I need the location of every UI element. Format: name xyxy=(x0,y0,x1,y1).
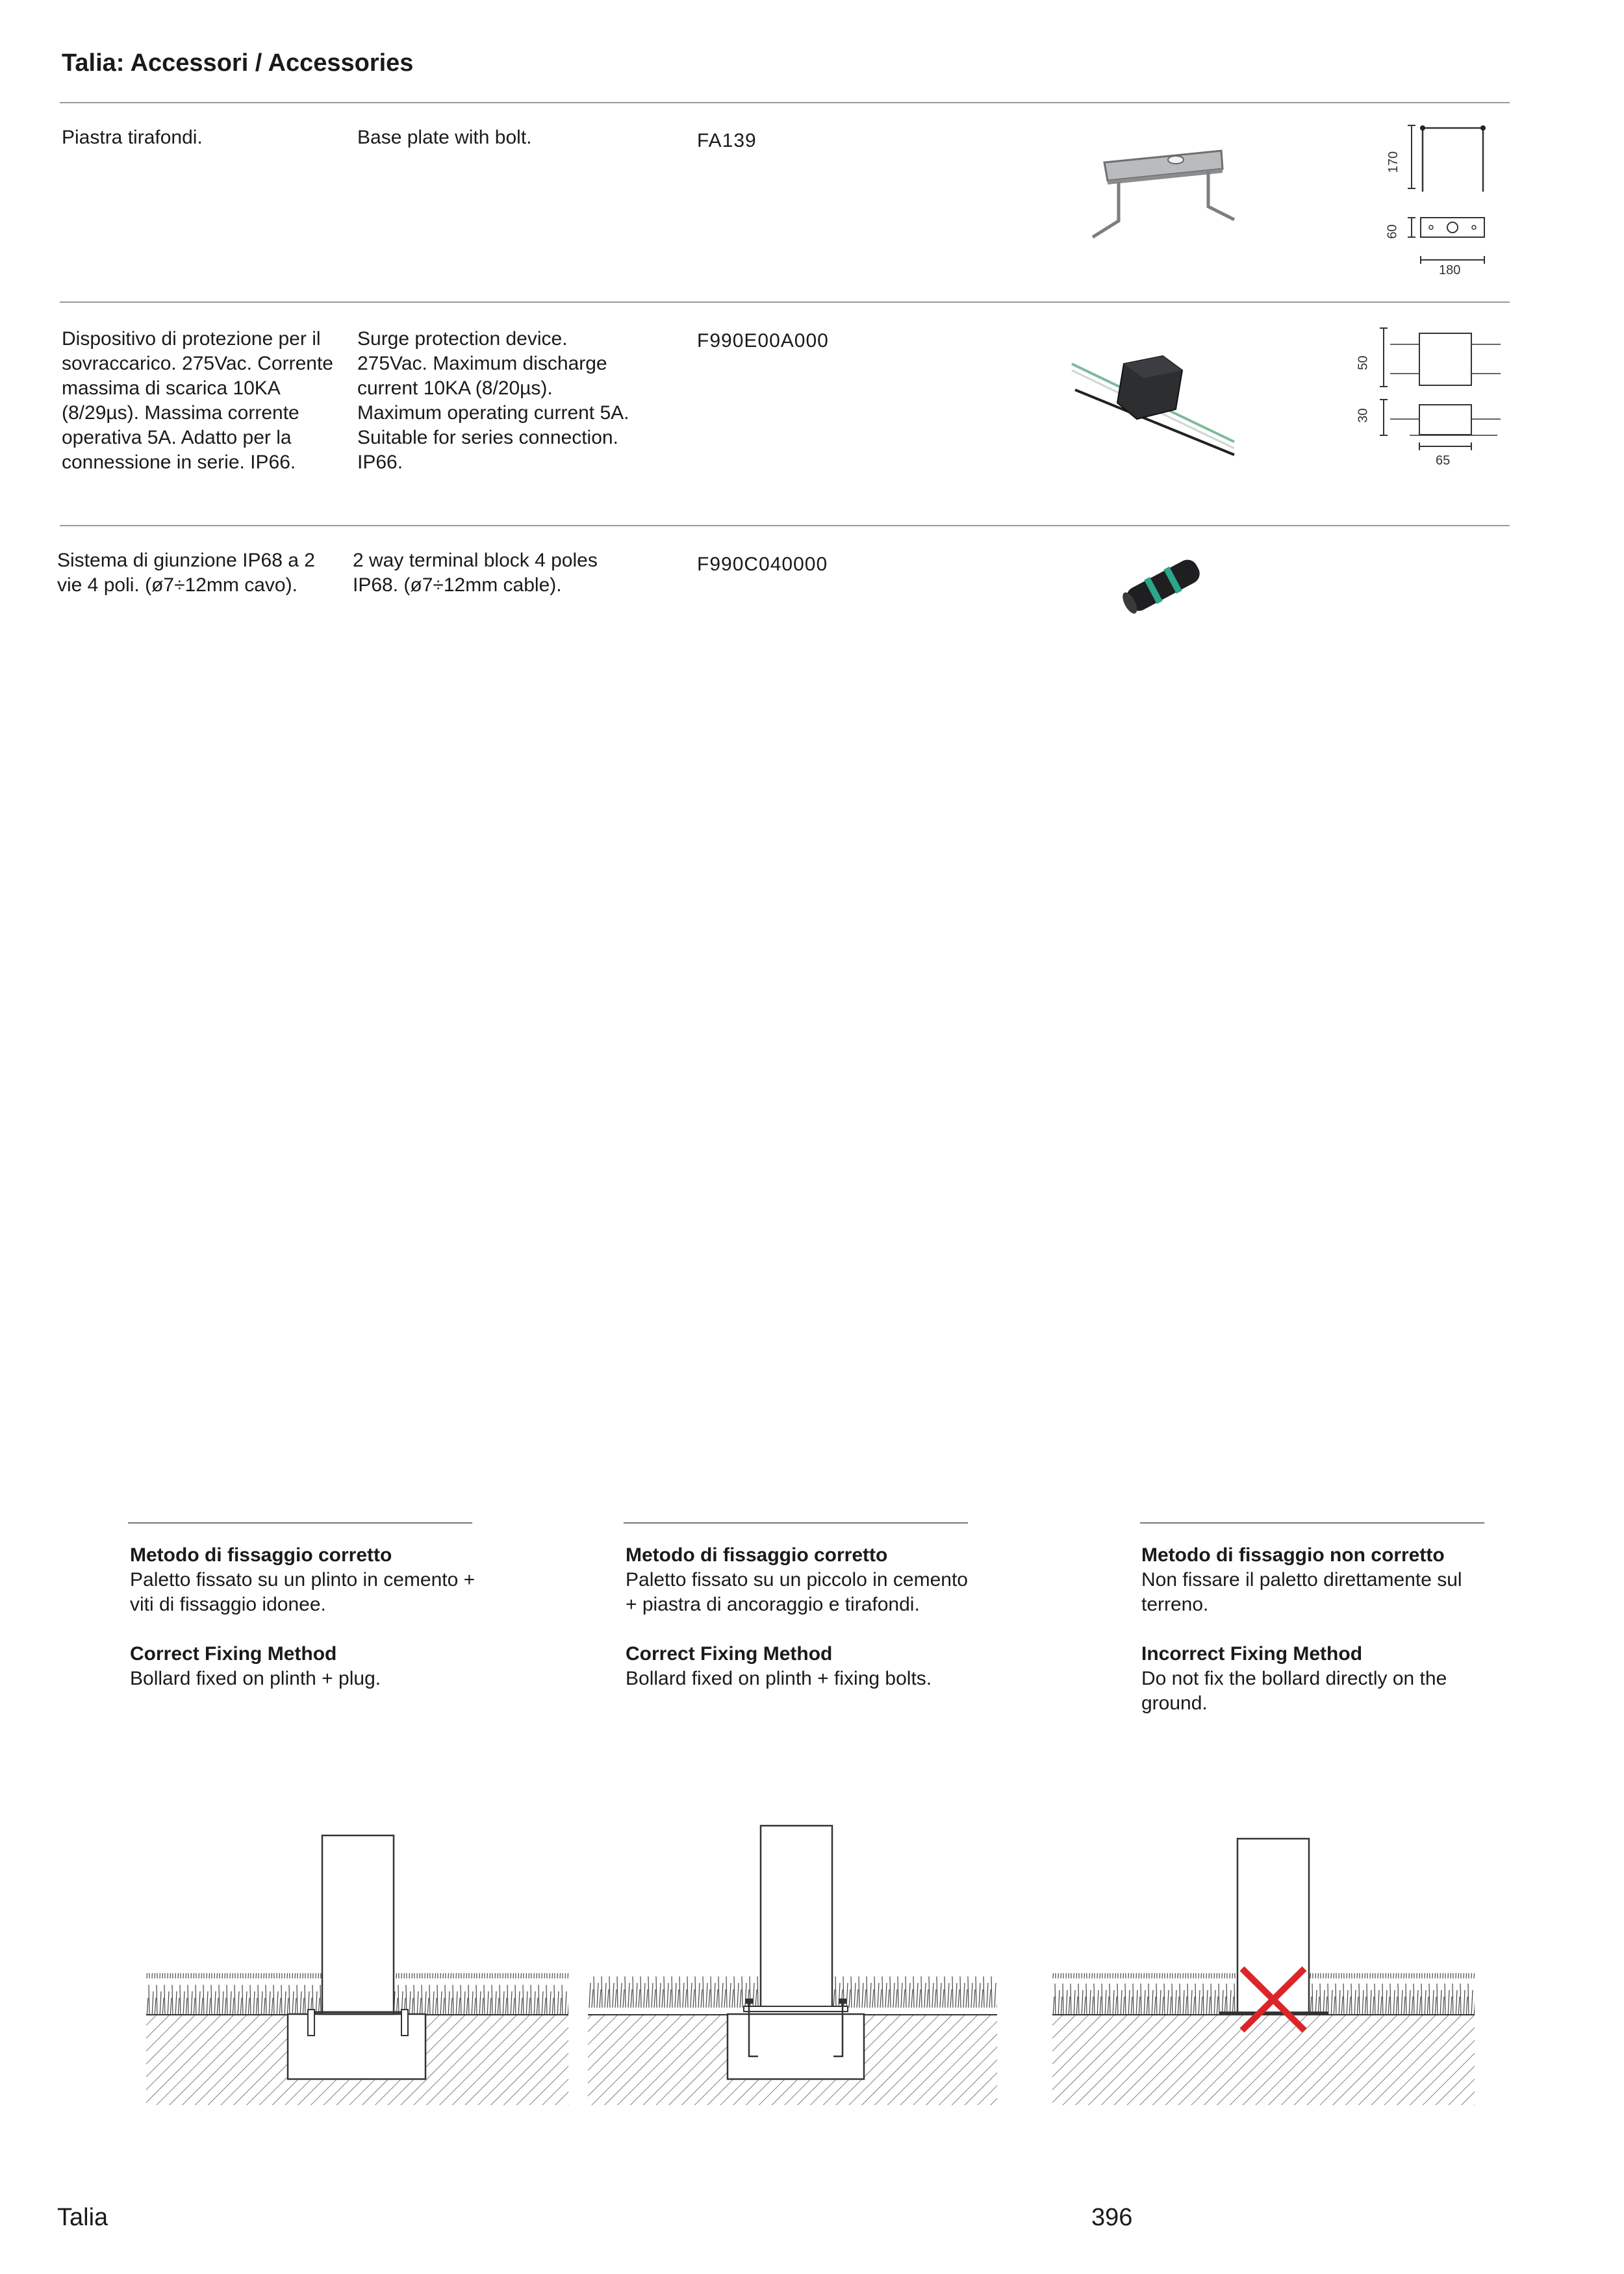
row-divider-2 xyxy=(60,525,1510,526)
row-2-code: F990E00A000 xyxy=(697,330,829,351)
dim-50: 50 xyxy=(1356,355,1371,370)
terminal-block-photo xyxy=(1111,552,1215,617)
method-3-en-text: Do not fix the bollard directly on the ground. xyxy=(1141,1668,1447,1714)
method-3-en-title: Incorrect Fixing Method xyxy=(1141,1643,1363,1665)
method-3-text xyxy=(1141,1543,1492,1716)
method-3-it-title: Metodo di fissaggio non corretto xyxy=(1141,1544,1445,1566)
footer-brand: Talia xyxy=(57,2204,108,2231)
method-1-it-text: Paletto fissato su un plinto in cemento + viti di fissaggio idonee. xyxy=(130,1569,476,1615)
row-2-desc-en: Surge protection device. 275Vac. Maximum discharge current 10KA (8/20µs). Maximum operating current 5A. Suitable for series connection. IP66. xyxy=(357,328,629,473)
method-1-en-title: Correct Fixing Method xyxy=(130,1643,337,1665)
method-1-illustration xyxy=(143,1822,572,2147)
method-1-divider xyxy=(128,1522,472,1524)
method-2-it-text: Paletto fissato su un piccolo in cemento + piastra di ancoraggio e tirafondi. xyxy=(626,1569,968,1615)
dim-65: 65 xyxy=(1436,454,1451,468)
title-divider xyxy=(60,102,1510,103)
dim-60: 60 xyxy=(1385,224,1400,239)
method-1-en-text: Bollard fixed on plinth + plug. xyxy=(130,1668,381,1689)
dim-30: 30 xyxy=(1356,408,1371,423)
row-1-code: FA139 xyxy=(697,130,757,151)
method-2-illustration xyxy=(588,1813,1017,2147)
row-2-desc-it: Dispositivo di protezione per il sovraccarico. 275Vac. Corrente massima di scarica 10KA (8/29µs). Massima corrente operativa 5A. Adatto per la connessione in serie. IP66. xyxy=(62,328,333,473)
row-1-desc-en: Base plate with bolt. xyxy=(357,127,532,148)
method-1-it-title: Metodo di fissaggio corretto xyxy=(130,1544,392,1566)
method-2-en-title: Correct Fixing Method xyxy=(626,1643,833,1665)
method-2-en-text: Bollard fixed on plinth + fixing bolts. xyxy=(626,1668,932,1689)
method-3-illustration xyxy=(1049,1822,1478,2147)
base-plate-photo xyxy=(1078,143,1247,247)
dim-180: 180 xyxy=(1439,263,1461,277)
dim-170: 170 xyxy=(1386,151,1401,173)
row-1-desc-it: Piastra tirafondi. xyxy=(62,127,203,148)
method-3-it-text: Non fissare il paletto direttamente sul terreno. xyxy=(1141,1569,1462,1615)
surge-protector-dimension-drawing xyxy=(1371,328,1520,458)
method-3-divider xyxy=(1140,1522,1484,1524)
surge-protector-photo xyxy=(1072,344,1241,461)
page-number: 396 xyxy=(1091,2204,1133,2231)
row-3-desc-it: Sistema di giunzione IP68 a 2 vie 4 poli. (ø7÷12mm cavo). xyxy=(57,550,315,596)
page-title: Talia: Accessori / Accessories xyxy=(62,49,414,77)
method-1-text xyxy=(130,1543,481,1691)
method-2-divider xyxy=(624,1522,968,1524)
method-2-it-title: Metodo di fissaggio corretto xyxy=(626,1544,888,1566)
row-divider-1 xyxy=(60,301,1510,303)
row-3-desc-en: 2 way terminal block 4 poles IP68. (ø7÷12mm cable). xyxy=(353,550,598,596)
method-2-text xyxy=(626,1543,976,1691)
row-3-code: F990C040000 xyxy=(697,554,828,575)
